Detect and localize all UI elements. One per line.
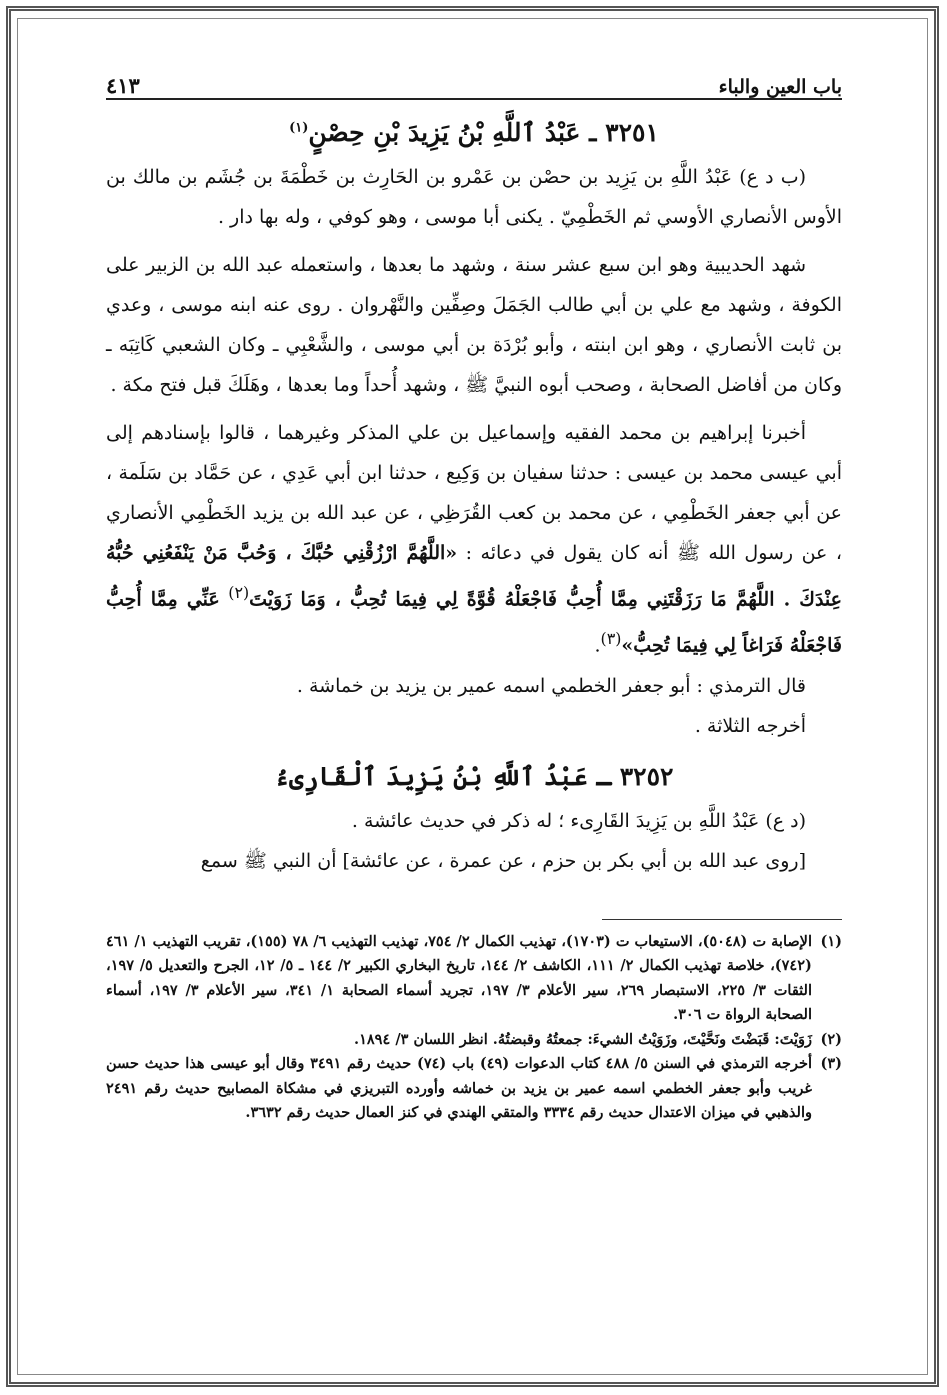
chapter-title: باب العين والباء	[718, 76, 842, 98]
dua-text-end: عَنِّي مِمَّا أُحِبُّ فَاجْعَلْهُ فَرَاغاً لِي فِيمَا تُحِبُّ»	[106, 588, 842, 657]
entry1-paragraph-1: (ب د ع) عَبْدُ اللَّهِ بن يَزِيد بن حصْن بن عَمْرو بن الحَارِث بن خَطْمَةَ بن جُشَم بن مالك بن الأوس الأنصاري الأوسي ثم الخَطْمِيّ . يكنى أبا موسى ، وهو كوفي ، وله بها دار .	[106, 166, 842, 228]
entry2-paragraph-1: (د ع) عَبْدُ اللَّهِ بن يَزِيدَ القَارِىء ؛ له ذكر في حديث عائشة .	[351, 809, 806, 832]
footnote-number: (٣)	[820, 1055, 842, 1073]
entry-title-3252	[106, 762, 842, 791]
entry-title-text: ٣٢٥٢ ـ عَبْدُ ٱللَّهِ بْنُ يَزِيدَ ٱلْقَارِىءُ	[274, 761, 674, 791]
footnote-text: أخرجه الترمذي في السنن ٥/ ٤٨٨ كتاب الدعوات (٤٩) باب (٧٤) حديث رقم ٣٤٩١ وقال أبو عيسى هذا حديث حسن غريب وأبو جعفر الخطمي اسمه عمير بن يزيد بن خماشه وأورده التبريزي في مشكاة المصابيح حديث رقم ٢٤٩١ والذهبي في ميزان الاعتدال حديث رقم ٣٣٣٤ والمتقي الهندي في كنز العمال حديث رقم ٣٦٣٢.	[106, 1055, 813, 1122]
footnote-ref-2: (٢)	[228, 583, 250, 602]
footnote-1	[106, 930, 842, 1028]
footnote-ref-3: (٣)	[600, 629, 622, 649]
entry1-paragraph-4: قال الترمذي : أبو جعفر الخطمي اسمه عمير بن يزيد بن خماشة .	[296, 674, 806, 697]
footnote-text: الإصابة ت (٥٠٤٨)، الاستيعاب ت (١٧٠٣)، تهذيب الكمال ٢/ ٧٥٤، تهذيب التهذيب ٦/ ٧٨ (١٥٥)، تقريب التهذيب ١/ ٤٦١ (٧٤٢)، خلاصة تهذيب الكمال ٢/ ١١١، الكاشف ٢/ ١٤٤، تاريخ البخاري الكبير ٢/ ١٤٤ ـ ٥/ ١٢، الجرح والتعديل ٥/ ١٩٧، الثقات ٣/ ٢٢٥، الاستبصار ٢٦٩، سير الأعلام ٣/ ١٩٧، تجريد أسماء الصحابة ١/ ٣٤١، سير الأعلام ٣/ ١٩٧، أسماء الصحابة الرواة ت ٣٠٦.	[106, 932, 812, 1024]
footnote-2	[106, 1028, 842, 1053]
footnote-ref-1: (١)	[289, 120, 309, 136]
entry2-paragraph-2: [روى عبد الله بن أبي بكر بن حزم ، عن عمرة ، عن عائشة] أن النبي ﷺ سمع	[200, 849, 806, 872]
entry1-paragraph-5: أخرجه الثلاثة .	[694, 714, 806, 737]
page-number: ٤١٣	[106, 73, 140, 98]
isnad-text: أخبرنا إبراهيم بن محمد الفقيه وإسماعيل بن علي المذكر وغيرهما ، قالوا بإسنادهم إلى أبي عيسى محمد بن عيسى : حدثنا سفيان بن وَكِيع ، حدثنا ابن أبي عَدِي ، عن حَمَّاد بن سَلَمة ، عن أبي جعفر الخَطْمِي ، عن محمد بن كعب القُرَظِي ، عن عبد الله بن يزيد الخَطْمِي الأنصاري ، عن رسول الله ﷺ أنه كان يقول في دعائه :	[106, 422, 843, 564]
entry1-paragraph-3	[106, 413, 842, 666]
footnote-divider	[602, 919, 842, 920]
entry1-paragraph-2: شهد الحديبية وهو ابن سبع عشر سنة ، وشهد ما بعدها ، واستعمله عبد الله بن الزبير على الكوفة ، وشهد مع علي بن أبي طالب الجَمَلَ وصِفِّين والنَّهْروان . روى عنه ابنه موسى ، وعدي بن ثابت الأنصاري ، وهو ابن ابنته ، وأبو بُرْدَة بن أبي موسى ، والشَّعْبِي ـ وكان الشعبي كَاتِبَه ـ وكان من أفاضل الصحابة ، وصحب أبوه النبيَّ ﷺ ، وشهد أُحداً وما بعدها ، وهَلَكَ قبل فتح مكة .	[106, 254, 842, 396]
footnote-number: (١)	[820, 932, 842, 950]
paragraph-end-mark: .	[594, 634, 601, 657]
footnote-number: (٢)	[820, 1030, 842, 1048]
entry-title-text: ٣٢٥١ ـ عَبْدُ ٱللَّهِ بْنُ يَزِيدَ بْنِ حِصْنٍ	[308, 118, 659, 147]
footnote-3	[106, 1052, 842, 1126]
page-header	[106, 58, 842, 100]
footnotes	[106, 930, 842, 1126]
dua-text: «اللَّهُمَّ ارْزُقْنِي حُبَّكَ ، وَحُبَّ مَنْ يَنْفَعُنِي حُبُّهُ عِنْدَكَ . اللَّهُمَّ مَا رَزَقْتَنِي مِمَّا أُحِبُّ فَاجْعَلْهُ قُوَّةً لِي فِيمَا تُحِبُّ ، وَمَا زَوَيْتَ	[106, 542, 842, 611]
footnote-text: زَوَيْتَ: قَبَضْتَ ونَحَّيْتَ، وزَوَيْتُ الشيءَ: جمعتُهُ وقبضتُهُ. انظر اللسان ٣/ ١٨٩٤.	[354, 1030, 812, 1048]
entry-title-3251	[106, 118, 842, 147]
book-page	[106, 58, 842, 1358]
